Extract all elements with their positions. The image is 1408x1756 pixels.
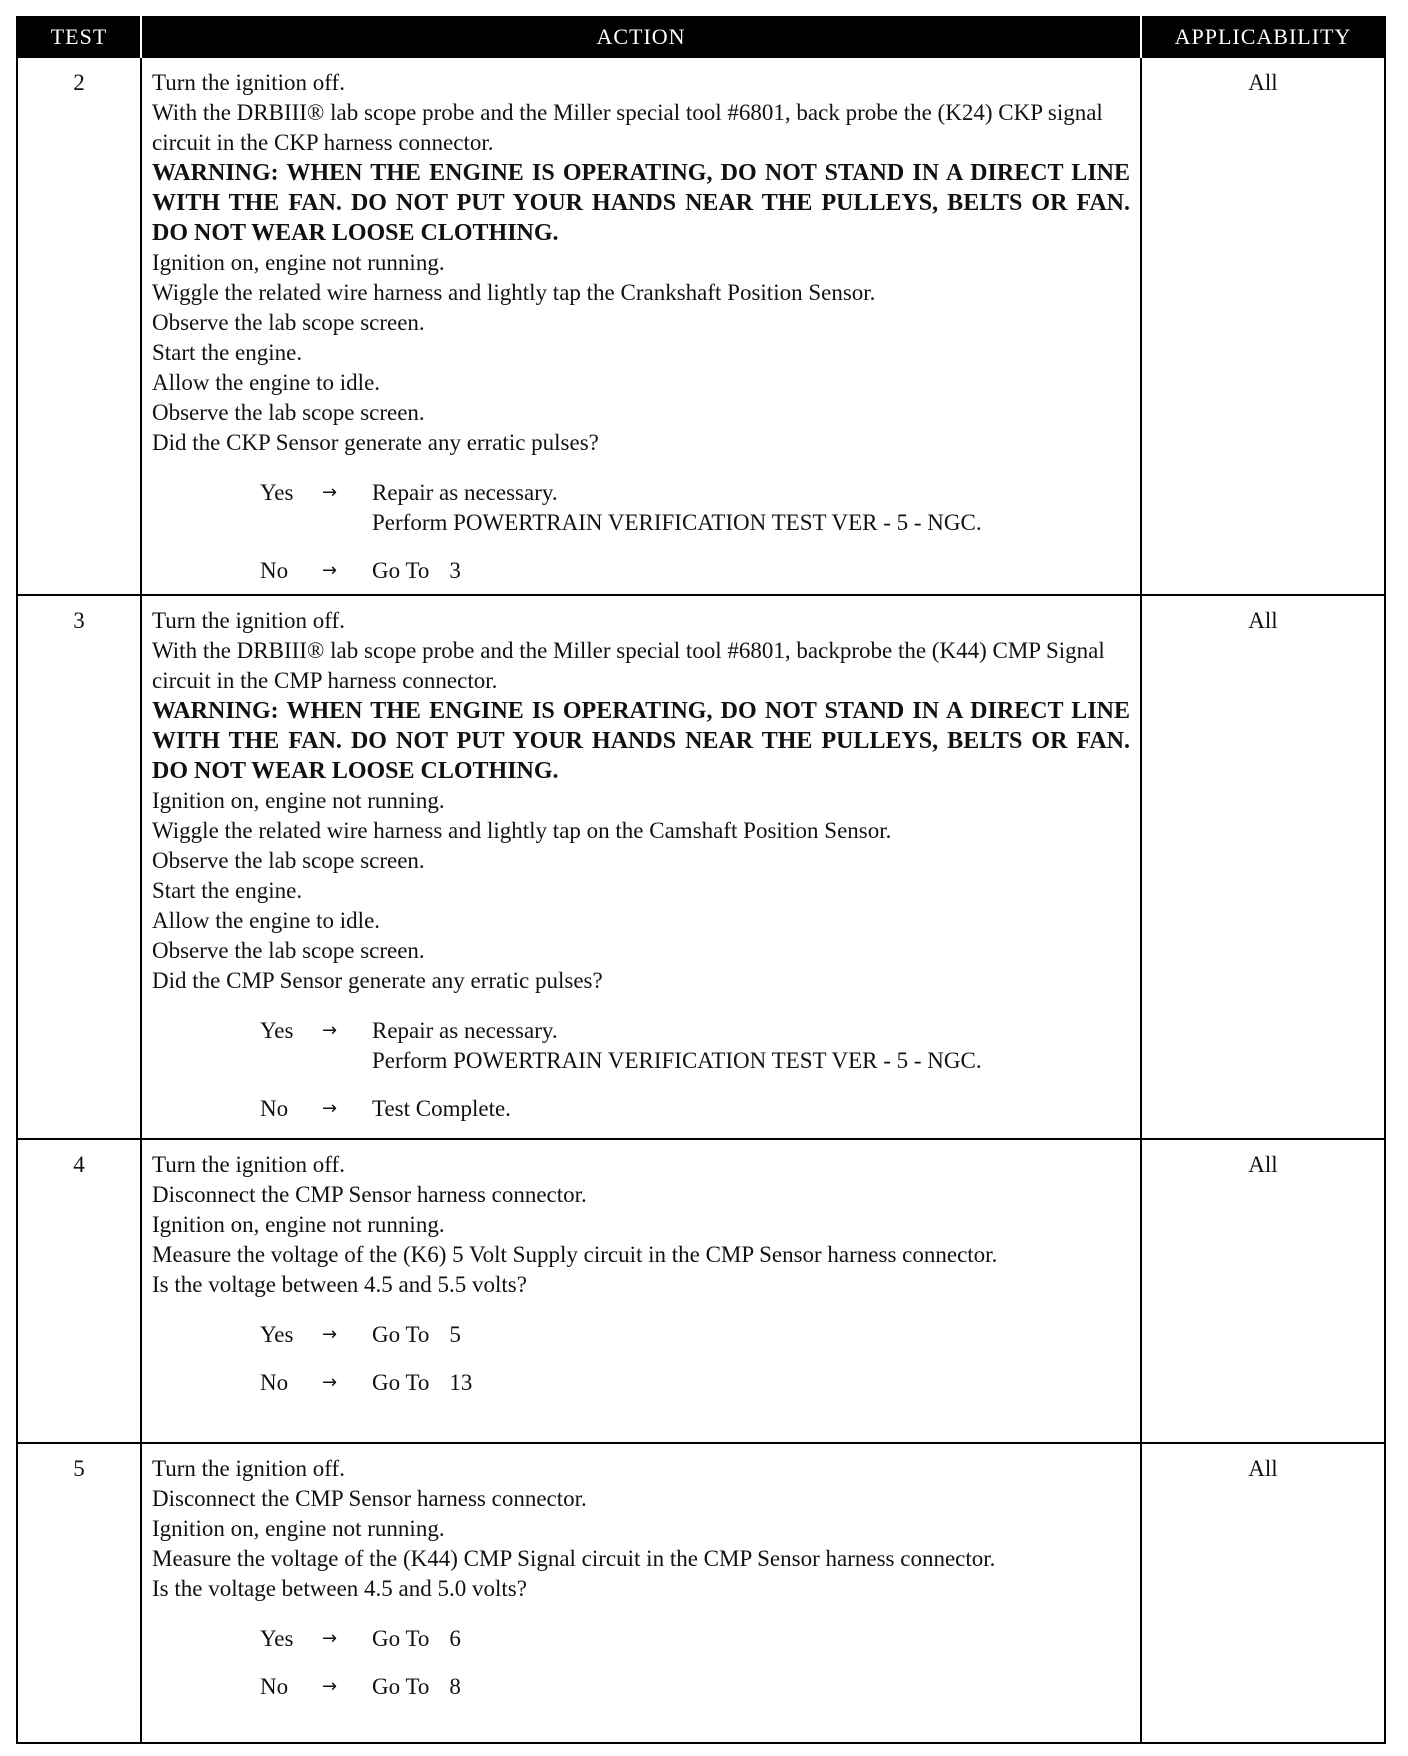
yes-result [372, 1016, 1130, 1076]
action-step: Ignition on, engine not running. [152, 1516, 445, 1541]
goto-text: Go To [372, 1626, 430, 1651]
yes-result-line: Perform POWERTRAIN VERIFICATION TEST VER - 5 - NGC. [372, 510, 982, 535]
yes-result-line: Perform POWERTRAIN VERIFICATION TEST VER - 5 - NGC. [372, 1048, 982, 1073]
answer-block [260, 1320, 1130, 1398]
right-arrow-icon: → [322, 1324, 338, 1345]
no-answer [260, 556, 1130, 586]
no-result [372, 1368, 1130, 1398]
test-number: 5 [17, 1443, 141, 1743]
action-step: With the DRBIII® lab scope probe and the Miller special tool #6801, backprobe the (K44) CMP Signal circuit in the CMP harness connector. [152, 638, 1105, 693]
action-cell [141, 57, 1141, 595]
action-step: Ignition on, engine not running. [152, 788, 445, 813]
action-question: Is the voltage between 4.5 and 5.5 volts? [152, 1272, 527, 1297]
yes-label: Yes [260, 480, 294, 505]
right-arrow-icon: → [322, 1020, 338, 1041]
no-label: No [260, 558, 289, 583]
goto-number: 8 [449, 1674, 461, 1699]
no-label: No [260, 1370, 289, 1395]
right-arrow-icon: → [322, 1676, 338, 1697]
yes-label: Yes [260, 1322, 294, 1347]
action-step: Start the engine. [152, 340, 303, 365]
applicability-value: All [1141, 57, 1385, 595]
action-step: Wiggle the related wire harness and lightly tap on the Camshaft Position Sensor. [152, 818, 892, 843]
action-step: Observe the lab scope screen. [152, 938, 425, 963]
right-arrow-icon: → [322, 560, 338, 581]
action-step: Turn the ignition off. [152, 70, 345, 95]
no-result: Test Complete. [372, 1096, 511, 1121]
applicability-value: All [1141, 1139, 1385, 1443]
test-number: 2 [17, 57, 141, 595]
action-step: Turn the ignition off. [152, 1456, 345, 1481]
right-arrow-icon: → [322, 1098, 338, 1119]
right-arrow-icon: → [322, 482, 338, 503]
applicability-value: All [1141, 595, 1385, 1139]
goto-number: 5 [449, 1322, 461, 1347]
right-arrow-icon: → [322, 1372, 338, 1393]
yes-answer [260, 1624, 1130, 1654]
no-label: No [260, 1096, 289, 1121]
goto-number: 6 [449, 1626, 461, 1651]
action-step: Turn the ignition off. [152, 608, 345, 633]
no-answer [260, 1672, 1130, 1702]
yes-result-line: Repair as necessary. [372, 480, 558, 505]
header-applicability: APPLICABILITY [1141, 17, 1385, 57]
header-test: TEST [17, 17, 141, 57]
header-action: ACTION [141, 17, 1141, 57]
action-cell [141, 595, 1141, 1139]
goto-text: Go To [372, 1322, 430, 1347]
warning-text: WARNING: WHEN THE ENGINE IS OPERATING, DO NOT STAND IN A DIRECT LINE WITH THE FAN. DO NOT PUT YOUR HANDS NEAR THE PULLEYS, BELTS OR FAN. DO NOT WEAR LOOSE CLOTHING. [152, 160, 1130, 246]
action-cell [141, 1139, 1141, 1443]
yes-result [372, 1624, 1130, 1654]
goto-text: Go To [372, 558, 430, 583]
action-question: Did the CKP Sensor generate any erratic pulses? [152, 430, 599, 455]
no-result [372, 556, 1130, 586]
no-result [372, 1672, 1130, 1702]
action-step: Ignition on, engine not running. [152, 250, 445, 275]
action-step: Measure the voltage of the (K44) CMP Signal circuit in the CMP Sensor harness connector. [152, 1546, 996, 1571]
action-step: Turn the ignition off. [152, 1152, 345, 1177]
right-arrow-icon: → [322, 1628, 338, 1649]
action-step: Allow the engine to idle. [152, 908, 381, 933]
answer-block [260, 478, 1130, 586]
yes-answer [260, 1016, 1130, 1076]
yes-answer [260, 478, 1130, 538]
action-step: Wiggle the related wire harness and lightly tap the Crankshaft Position Sensor. [152, 280, 876, 305]
yes-result-line: Repair as necessary. [372, 1018, 558, 1043]
yes-label: Yes [260, 1626, 294, 1651]
table-row [17, 57, 1385, 595]
yes-answer [260, 1320, 1130, 1350]
yes-result [372, 1320, 1130, 1350]
action-step: Allow the engine to idle. [152, 370, 381, 395]
table-header-row [17, 17, 1385, 57]
goto-text: Go To [372, 1674, 430, 1699]
table-row [17, 595, 1385, 1139]
answer-block [260, 1624, 1130, 1702]
table-row [17, 1139, 1385, 1443]
warning-text: WARNING: WHEN THE ENGINE IS OPERATING, DO NOT STAND IN A DIRECT LINE WITH THE FAN. DO NOT PUT YOUR HANDS NEAR THE PULLEYS, BELTS OR FAN. DO NOT WEAR LOOSE CLOTHING. [152, 698, 1130, 784]
diagnostic-table [16, 16, 1386, 1744]
action-step: Observe the lab scope screen. [152, 310, 425, 335]
action-question: Did the CMP Sensor generate any erratic pulses? [152, 968, 603, 993]
action-step: Observe the lab scope screen. [152, 848, 425, 873]
applicability-value: All [1141, 1443, 1385, 1743]
test-number: 3 [17, 595, 141, 1139]
action-step: Observe the lab scope screen. [152, 400, 425, 425]
no-label: No [260, 1674, 289, 1699]
action-step: With the DRBIII® lab scope probe and the Miller special tool #6801, back probe the (K24) CKP signal circuit in the CKP harness connector. [152, 100, 1103, 155]
action-step: Disconnect the CMP Sensor harness connector. [152, 1182, 587, 1207]
no-answer [260, 1368, 1130, 1398]
no-answer [260, 1094, 1130, 1124]
goto-number: 3 [449, 558, 461, 583]
action-step: Measure the voltage of the (K6) 5 Volt Supply circuit in the CMP Sensor harness connector. [152, 1242, 998, 1267]
answer-block [260, 1016, 1130, 1124]
action-question: Is the voltage between 4.5 and 5.0 volts? [152, 1576, 527, 1601]
action-step: Disconnect the CMP Sensor harness connector. [152, 1486, 587, 1511]
goto-text: Go To [372, 1370, 430, 1395]
action-step: Ignition on, engine not running. [152, 1212, 445, 1237]
yes-label: Yes [260, 1018, 294, 1043]
test-number: 4 [17, 1139, 141, 1443]
table-row [17, 1443, 1385, 1743]
yes-result [372, 478, 1130, 538]
goto-number: 13 [449, 1370, 473, 1395]
action-step: Start the engine. [152, 878, 303, 903]
action-cell [141, 1443, 1141, 1743]
